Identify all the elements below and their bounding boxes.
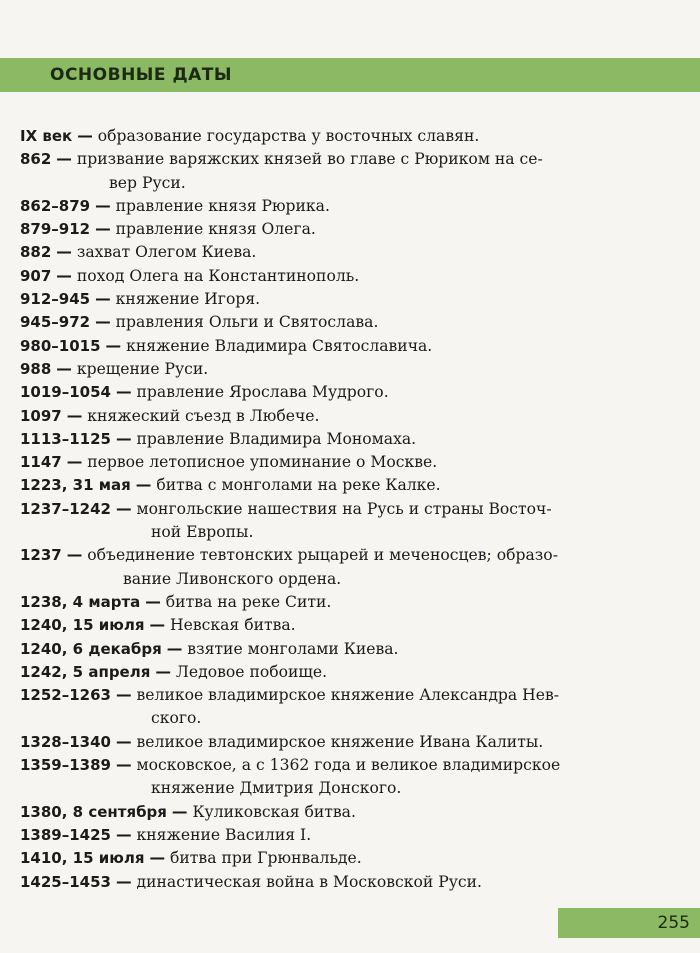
entry-text: княжение Игоря. (115, 290, 261, 309)
entry-date: 1223, 31 мая (20, 476, 131, 495)
entry-date: 988 (20, 359, 52, 378)
entry-text-continuation: вание Ливонского ордена. (123, 569, 342, 588)
entry-dash: — (66, 453, 83, 472)
page-title: ОСНОВНЫЕ ДАТЫ (50, 65, 232, 85)
entry-date: 1147 (20, 453, 62, 472)
entry-text: объединение тевтонских рыцарей и меченосцев; образо- (87, 546, 558, 565)
entry-date: IX век (20, 127, 73, 145)
entry-text: правление князя Рюрика. (115, 196, 330, 215)
entry-date: 1389–1425 (20, 825, 111, 844)
list-item (20, 148, 665, 195)
entry-dash: — (115, 825, 132, 844)
entry-dash: — (56, 150, 72, 169)
list-item (20, 335, 665, 358)
entry-date: 1240, 15 июля (20, 616, 145, 635)
entry-date: 862 (20, 150, 52, 169)
entry-dash: — (166, 639, 183, 658)
entry-date: 1380, 8 сентября (20, 802, 167, 821)
list-item (20, 638, 665, 661)
list-item (20, 847, 665, 870)
entry-dash: — (105, 336, 122, 355)
entry-text-continuation: ной Европы. (151, 523, 254, 542)
entry-text: битва на реке Сити. (165, 592, 332, 611)
entry-date: 1252–1263 (20, 686, 111, 705)
entry-text: крещение Руси. (76, 359, 209, 378)
entry-dash: — (135, 476, 152, 495)
entry-text: великое владимирское княжение Ивана Калиты. (136, 732, 544, 751)
entry-text: династическая война в Московской Руси. (136, 872, 482, 891)
entry-text-continuation: вер Руси. (109, 173, 186, 192)
entry-text: княжение Василия I. (136, 825, 312, 844)
entry-dash: — (66, 406, 83, 425)
entry-dash: — (56, 243, 72, 262)
entry-text: захват Олегом Киева. (76, 243, 257, 262)
entry-text: правление Владимира Мономаха. (136, 429, 417, 448)
entry-text: великое владимирское княжение Александра Нев- (136, 686, 560, 705)
entry-text: взятие монголами Киева. (187, 639, 399, 658)
entry-dash: — (115, 686, 132, 705)
entry-dash: — (115, 872, 132, 891)
entry-date: 882 (20, 243, 52, 262)
entry-text-continuation: княжение Дмитрия Донского. (151, 779, 402, 798)
list-item (20, 801, 665, 824)
list-item (20, 218, 665, 241)
entry-dash: — (77, 127, 93, 145)
entry-dash: — (56, 266, 72, 285)
entry-dash: — (115, 383, 132, 402)
entry-date: 1237–1242 (20, 499, 111, 518)
entry-text: Невская битва. (170, 616, 296, 635)
entry-dash: — (149, 616, 166, 635)
page-number: 255 (657, 913, 690, 933)
entry-text: московское, а с 1362 года и великое владимирское (136, 756, 561, 775)
entry-date: 1240, 6 декабря (20, 639, 162, 658)
list-item (20, 311, 665, 334)
list-item (20, 381, 665, 404)
entry-text: правление Ярослава Мудрого. (136, 383, 389, 402)
entry-text-continuation: ского. (151, 709, 202, 728)
entry-date: 1359–1389 (20, 756, 111, 775)
entry-text: битва при Грюнвальде. (170, 849, 362, 868)
entry-text: монгольские нашествия на Русь и страны Восточ- (136, 499, 552, 518)
entry-date: 912–945 (20, 290, 91, 309)
list-item (20, 358, 665, 381)
list-item (20, 428, 665, 451)
entry-text: правления Ольги и Святослава. (115, 313, 379, 332)
list-item (20, 544, 665, 591)
entry-date: 1238, 4 марта (20, 592, 141, 611)
entry-dash: — (95, 196, 111, 215)
entry-date: 862–879 (20, 196, 91, 215)
list-item (20, 125, 665, 148)
entry-date: 1242, 5 апреля (20, 662, 151, 681)
list-item (20, 754, 665, 801)
dates-list (20, 125, 665, 894)
entry-date: 945–972 (20, 313, 91, 332)
entry-date: 1237 (20, 546, 62, 565)
entry-dash: — (145, 592, 161, 611)
entry-dash: — (95, 313, 111, 332)
entry-text: Ледовое побоище. (175, 662, 328, 681)
entry-date: 980–1015 (20, 336, 101, 355)
list-item (20, 265, 665, 288)
entry-dash: — (115, 756, 132, 775)
entry-text: княжеский съезд в Любече. (87, 406, 320, 425)
entry-text: первое летописное упоминание о Москве. (87, 453, 438, 472)
entry-dash: — (95, 220, 111, 239)
entry-dash: — (171, 802, 188, 821)
list-item (20, 498, 665, 545)
entry-dash: — (149, 849, 166, 868)
entry-date: 907 (20, 266, 52, 285)
entry-text: Куликовская битва. (192, 802, 356, 821)
list-item (20, 614, 665, 637)
list-item (20, 824, 665, 847)
entry-dash: — (115, 429, 132, 448)
list-item (20, 591, 665, 614)
entry-dash: — (56, 359, 72, 378)
list-item (20, 195, 665, 218)
entry-date: 1328–1340 (20, 732, 111, 751)
list-item (20, 731, 665, 754)
list-item (20, 451, 665, 474)
entry-text: битва с монголами на реке Калке. (156, 476, 441, 495)
entry-dash: — (66, 546, 83, 565)
entry-date: 1410, 15 июля (20, 849, 145, 868)
entry-text: призвание варяжских князей во главе с Рюриком на се- (76, 150, 543, 169)
list-item (20, 405, 665, 428)
list-item (20, 474, 665, 497)
list-item (20, 684, 665, 731)
entry-date: 1425–1453 (20, 872, 111, 891)
entry-text: княжение Владимира Святославича. (126, 336, 433, 355)
list-item (20, 288, 665, 311)
list-item (20, 871, 665, 894)
entry-date: 1019–1054 (20, 383, 111, 402)
entry-date: 1113–1125 (20, 429, 111, 448)
list-item (20, 241, 665, 264)
entry-dash: — (95, 290, 111, 309)
entry-date: 879–912 (20, 220, 91, 239)
entry-date: 1097 (20, 406, 62, 425)
entry-dash: — (115, 499, 132, 518)
list-item (20, 661, 665, 684)
entry-dash: — (115, 732, 132, 751)
entry-text: правление князя Олега. (115, 220, 316, 239)
entry-text: образование государства у восточных славян. (97, 127, 480, 145)
entry-dash: — (155, 662, 171, 681)
entry-text: поход Олега на Константинополь. (76, 266, 360, 285)
